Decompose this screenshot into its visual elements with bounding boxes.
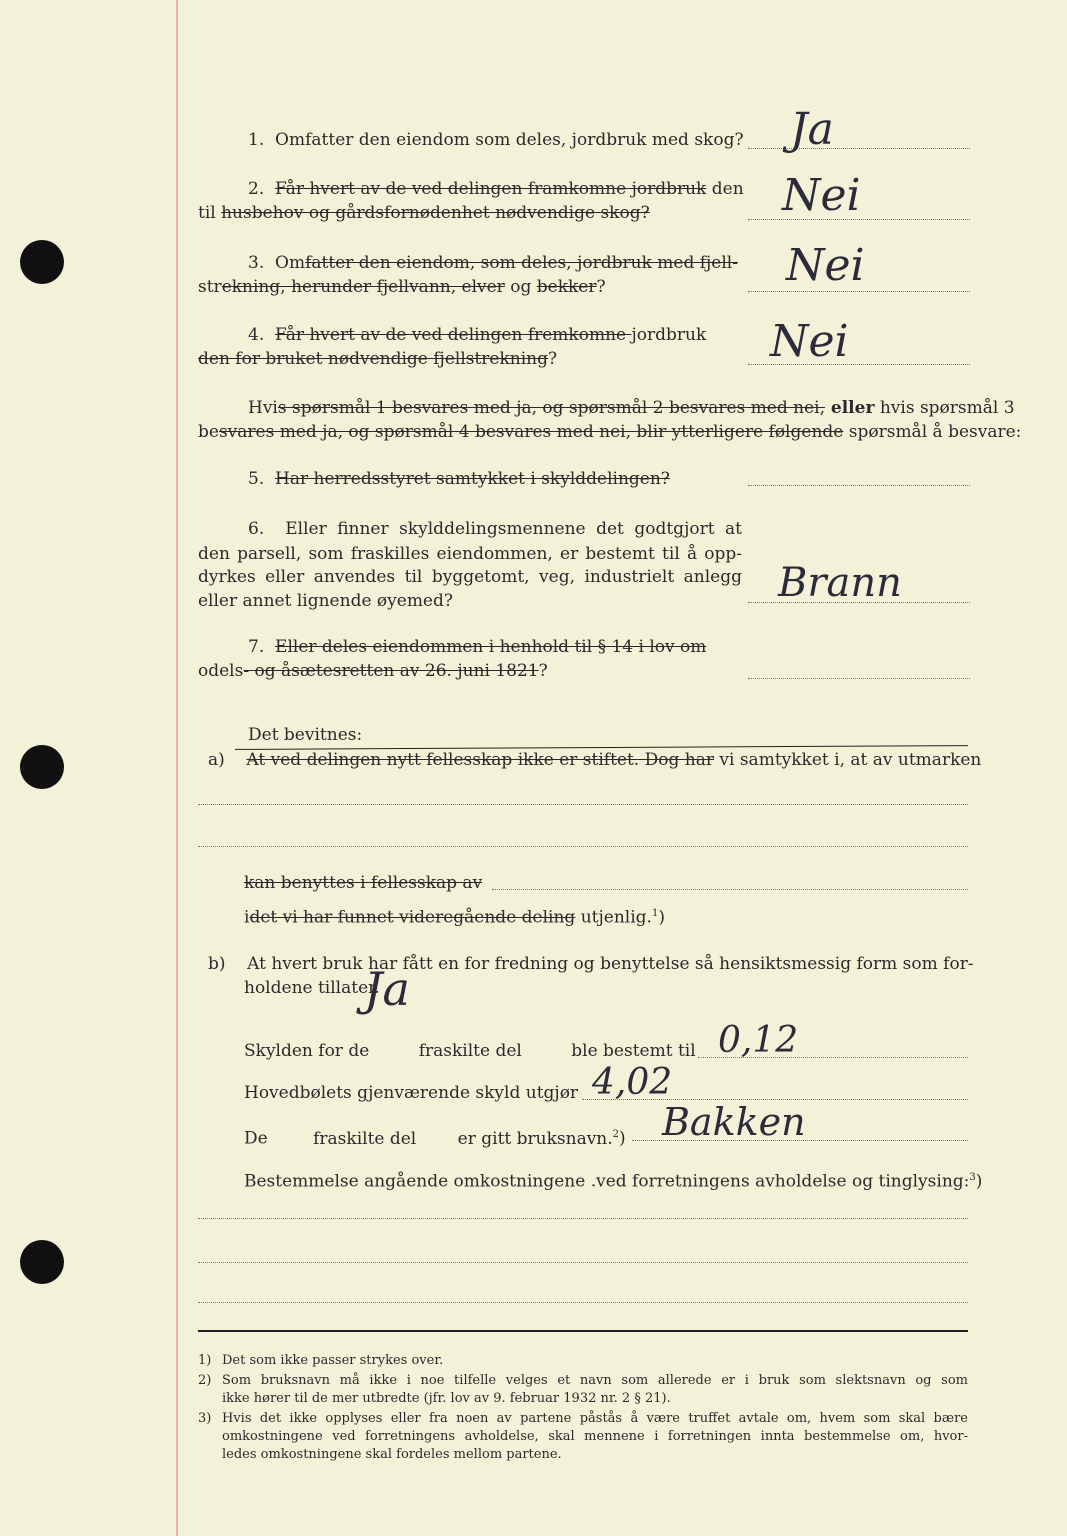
field-label: De: [244, 1128, 268, 1149]
question-number: 3.: [248, 253, 265, 273]
struck-text: fatter den eiendom, som deles, jordbruk med fjell-: [305, 253, 738, 273]
testimony-b-line-1: [208, 953, 974, 975]
found-line: [244, 903, 665, 929]
blank-line-2: [198, 846, 968, 847]
question-6-line-4: eller annet lignende øyemed?: [198, 591, 453, 611]
omkostning-line: [244, 1167, 982, 1193]
question-6-line-2: den parsell, som fraskilles eiendommen, er bestemt til å opp-: [198, 544, 742, 564]
answer-6-handwritten: Brann: [778, 560, 902, 606]
question-2-line-2: [198, 202, 650, 224]
question-7-line-1: [248, 636, 706, 658]
answer-line-5: [748, 485, 970, 486]
field-label: fraskilte del: [418, 1041, 522, 1061]
binder-hole-middle: [20, 745, 64, 789]
field-label: Bestemmelse angående omkostningene .ved forretningens avholdelse og tinglysing:: [244, 1171, 970, 1192]
question-text: str: [198, 277, 222, 297]
question-number: 5.: [248, 469, 265, 489]
testimony-heading: Det bevitnes:: [248, 725, 363, 745]
testimony-a-line: [208, 749, 981, 771]
binder-hole-top: [20, 240, 64, 284]
question-6-line-3: dyrkes eller anvendes til byggetomt, veg, industrielt anlegg: [198, 567, 742, 587]
blank-line-5: [198, 1302, 968, 1303]
question-6-line-1: [248, 518, 742, 540]
intro-text: be: [198, 422, 219, 442]
bruksnavn-value-handwritten: Bakken: [662, 1100, 806, 1144]
field-label: er gitt bruksnavn.: [457, 1128, 613, 1149]
struck-text: s spørsmål 1 besvares med ja, og spørsmål 2 besvares med nei,: [277, 398, 825, 418]
question-4-line-2: [198, 348, 557, 370]
question-1: [248, 129, 744, 151]
question-text: Om: [275, 253, 306, 273]
field-label: ): [975, 1171, 983, 1192]
footnote-ref: 1: [651, 908, 659, 919]
struck-text: Får hvert av de ved delingen framkomne jordbruk: [275, 179, 707, 199]
question-text: ?: [538, 661, 548, 681]
intro-text: hvis spørsmål 3: [874, 398, 1015, 418]
struck-text: - og åsætesretten av 26. juni 1821: [243, 661, 539, 681]
question-4-line-1: [248, 324, 706, 346]
intro-line-2: [198, 421, 1021, 443]
common-use-blank: [492, 889, 968, 890]
question-text: og: [504, 277, 537, 297]
field-label: fraskilte del: [313, 1128, 417, 1149]
testimony-b-line-2: holdene tillater.: [244, 978, 380, 998]
answer-4-handwritten: Nei: [770, 316, 849, 367]
hovedbol-value-handwritten: 4,02: [592, 1062, 673, 1103]
struck-text: Får hvert av de ved delingen fremkomne: [275, 325, 632, 345]
question-3-line-1: [248, 252, 738, 274]
common-use-line: [244, 872, 482, 894]
question-text: den: [706, 179, 744, 199]
intro-emphasis: eller: [824, 398, 875, 418]
struck-text: ekning, herunder fjellvann, elver: [221, 277, 505, 297]
blank-line-4: [198, 1262, 968, 1263]
struck-text: svares med ja, og spørsmål 4 besvares med nei, blir ytterligere følgende: [218, 422, 844, 442]
question-text: ?: [548, 349, 558, 369]
footnote-3-line-2: omkostningene ved forretningens avholdelse, skal mennene i forretningen innta bestemmelse om, hvor-: [222, 1429, 968, 1444]
testimony-text: utjenlig.: [575, 907, 652, 928]
testimony-text: i: [244, 907, 250, 928]
footnote-3-line-3: ledes omkostningene skal fordeles mellom partene.: [222, 1447, 562, 1462]
intro-text: spørsmål å besvare:: [843, 422, 1022, 442]
footnote-2-line-1: Som bruksnavn må ikke i noe tilfelle velges et navn som allerede er i bruk som slektsnavn og som: [222, 1373, 968, 1388]
blank-line-1: [198, 804, 968, 805]
struck-text: Har herredsstyret samtykket i skylddelingen?: [275, 469, 670, 489]
question-number: 6.: [248, 519, 265, 539]
footnote-mark: 2): [198, 1373, 212, 1388]
question-text: Omfatter den eiendom som deles, jordbruk med skog?: [275, 130, 744, 150]
intro-text: Hvi: [248, 398, 278, 418]
binder-hole-bottom: [20, 1240, 64, 1284]
bruksnavn-line: [244, 1124, 626, 1150]
field-label: Skylden for de: [244, 1041, 370, 1061]
question-number: 7.: [248, 637, 265, 657]
footnote-ref: 2: [612, 1129, 620, 1140]
footnote-2-line-2: ikke hører til de mer utbredte (jfr. lov av 9. februar 1932 nr. 2 § 21).: [222, 1391, 671, 1406]
footnote-mark: 3): [198, 1411, 212, 1426]
answer-3-handwritten: Nei: [786, 240, 865, 291]
answer-line-7: [748, 678, 970, 679]
answer-line-1: [748, 148, 970, 149]
question-number: 4.: [248, 325, 265, 345]
answer-2-handwritten: Nei: [782, 170, 861, 221]
margin-line: [176, 0, 178, 1536]
testimony-text: ): [658, 907, 665, 928]
footnote-ref: 3: [969, 1172, 976, 1183]
item-label: b): [208, 954, 226, 974]
struck-text: husbehov og gårdsfornødenhet nødvendige skog?: [221, 203, 650, 223]
skyld-value-handwritten: 0,12: [718, 1020, 799, 1061]
field-label: ble bestemt til: [571, 1041, 696, 1061]
footnote-rule: [198, 1330, 968, 1332]
testimony-text: At hvert bruk har fått en for fredning og benyttelse så hensiktsmessig form som for-: [247, 954, 974, 974]
item-label: a): [208, 750, 225, 770]
question-number: 2.: [248, 179, 265, 199]
question-text: ?: [596, 277, 606, 297]
question-text: Eller finner skylddelingsmennene det godtgjort at: [285, 519, 742, 539]
answer-line-3: [748, 291, 970, 292]
struck-text: den for bruket nødvendige fjellstrekning: [198, 349, 549, 369]
struck-text: kan benyttes i fellesskap av: [244, 873, 483, 893]
question-text: jordbruk: [631, 325, 707, 345]
footnote-mark: 1): [198, 1353, 212, 1368]
field-label: ): [619, 1128, 626, 1149]
intro-line-1: [248, 397, 1015, 419]
question-2-line-1: [248, 178, 744, 200]
struck-text: At ved delingen nytt fellesskap ikke er stiftet. Dog har: [246, 750, 714, 770]
testimony-text: vi samtykket i, at av utmarken: [713, 750, 982, 770]
question-3-line-2: [198, 276, 606, 298]
question-7-line-2: [198, 660, 548, 682]
answer-b-handwritten: Ja: [364, 962, 410, 1016]
blank-line-3: [198, 1218, 968, 1219]
footnote-1: Det som ikke passer strykes over.: [222, 1353, 444, 1368]
question-text: til: [198, 203, 222, 223]
struck-text: det vi har funnet videregående deling: [249, 907, 576, 928]
question-number: 1.: [248, 130, 265, 150]
struck-text: bekker: [536, 277, 597, 297]
footnote-3-line-1: Hvis det ikke opplyses eller fra noen av partene påstås å være truffet avtale om, hvem som skal bære: [222, 1411, 968, 1426]
answer-1-handwritten: Ja: [790, 104, 834, 155]
question-5: [248, 468, 670, 490]
hovedbol-label: Hovedbølets gjenværende skyld utgjør: [244, 1083, 579, 1103]
question-text: odels: [198, 661, 244, 681]
skyld-line: [244, 1040, 696, 1062]
struck-text: Eller deles eiendommen i henhold til § 14 i lov om: [275, 637, 707, 657]
